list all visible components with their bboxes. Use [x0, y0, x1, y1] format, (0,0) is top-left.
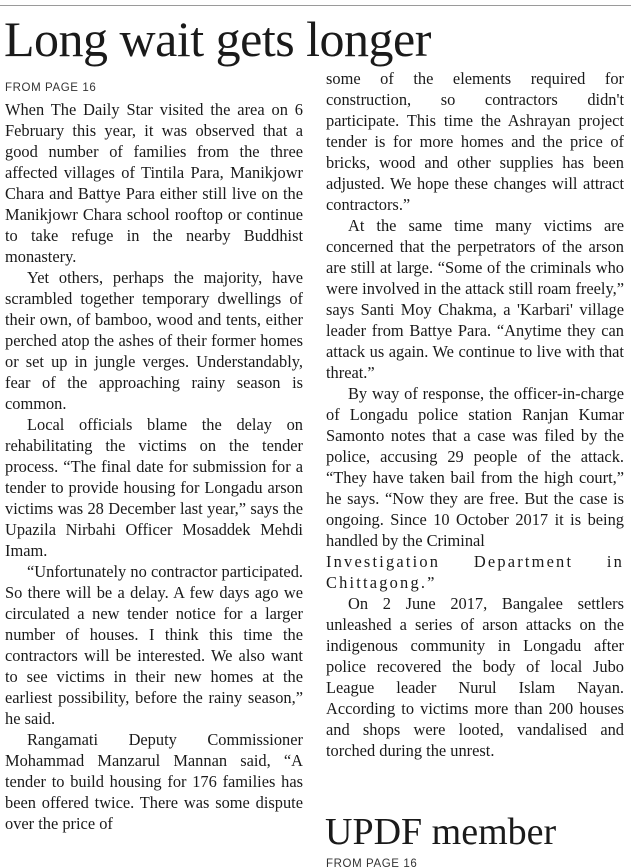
next-article-headline: UPDF member: [325, 811, 557, 853]
next-from-page-label: FROM PAGE 16: [326, 858, 418, 868]
article-column-left: [5, 78, 303, 834]
paragraph: some of the elements required for construction, so contractors didn't participate. This time the Ashrayan project tender is for more homes and the price of bricks, wood and other supplies has been adjusted. We hope these changes will attract contractors.”: [326, 69, 624, 214]
paragraph-spaced-line: Investigation Department in Chittagong.”: [326, 552, 624, 592]
next-article-from-page: [326, 858, 417, 868]
paragraph: “Unfortunately no contractor participated. So there will be a delay. A few days ago we circulated a new tender notice for a larger number of houses. I think this time the contractors will be interested. We also want to see victims in their new homes at the earliest possibility, before the rainy season,” he said.: [5, 562, 303, 728]
paragraph: Yet others, perhaps the majority, have scrambled together temporary dwellings of their own, of bamboo, wood and tents, either perched atop the ashes of their former homes or set up in jungle verges. Understandably, fear of the approaching rainy season is common.: [5, 268, 303, 413]
paragraph: On 2 June 2017, Bangalee settlers unleashed a series of arson attacks on the indigenous community in Longadu after police recovered the body of local Jubo League leader Nurul Islam Nayan. According to victims more than 200 houses and shops were looted, vandalised and torched during the unrest.: [326, 594, 624, 760]
paragraph: By way of response, the officer-in-charge of Longadu police station Ranjan Kumar Samonto notes that a case was filed by the police, accusing 29 people of the attack. “They have taken bail from the high court,” he says. “Now they are free. But the case is ongoing. Since 10 October 2017 it is being handled by the Criminal: [326, 384, 624, 550]
from-page-label: FROM PAGE 16: [5, 82, 97, 94]
paragraph: When The Daily Star visited the area on 6 February this year, it was observed that a good number of families from the three affected villages of Tintila Para, Manikjowr Chara and Battye Para either still live on the Manikjowr Chara school rooftop or continue to take refuge in the nearby Buddhist monastery.: [5, 100, 303, 266]
article-headline: Long wait gets longer: [4, 11, 431, 67]
article-column-right: [326, 68, 624, 761]
paragraph: Rangamati Deputy Commissioner Mohammad Manzarul Mannan said, “A tender to build housing for 176 families has been offered twice. There was some dispute over the price of: [5, 730, 303, 833]
paragraph: At the same time many victims are concerned that the perpetrators of the arson are still at large. “Some of the criminals who were involved in the attack still roam freely,” says Santi Moy Chakma, a 'Karbari' village leader from Battye Para. “Anytime they can attack us again. We continue to live with that threat.”: [326, 216, 624, 382]
paragraph: Local officials blame the delay on rehabilitating the victims on the tender process. “The final date for submission for a tender to provide housing for Longadu arson victims was 28 December last year,” says the Upazila Nirbahi Officer Mosaddek Mehdi Imam.: [5, 415, 303, 560]
